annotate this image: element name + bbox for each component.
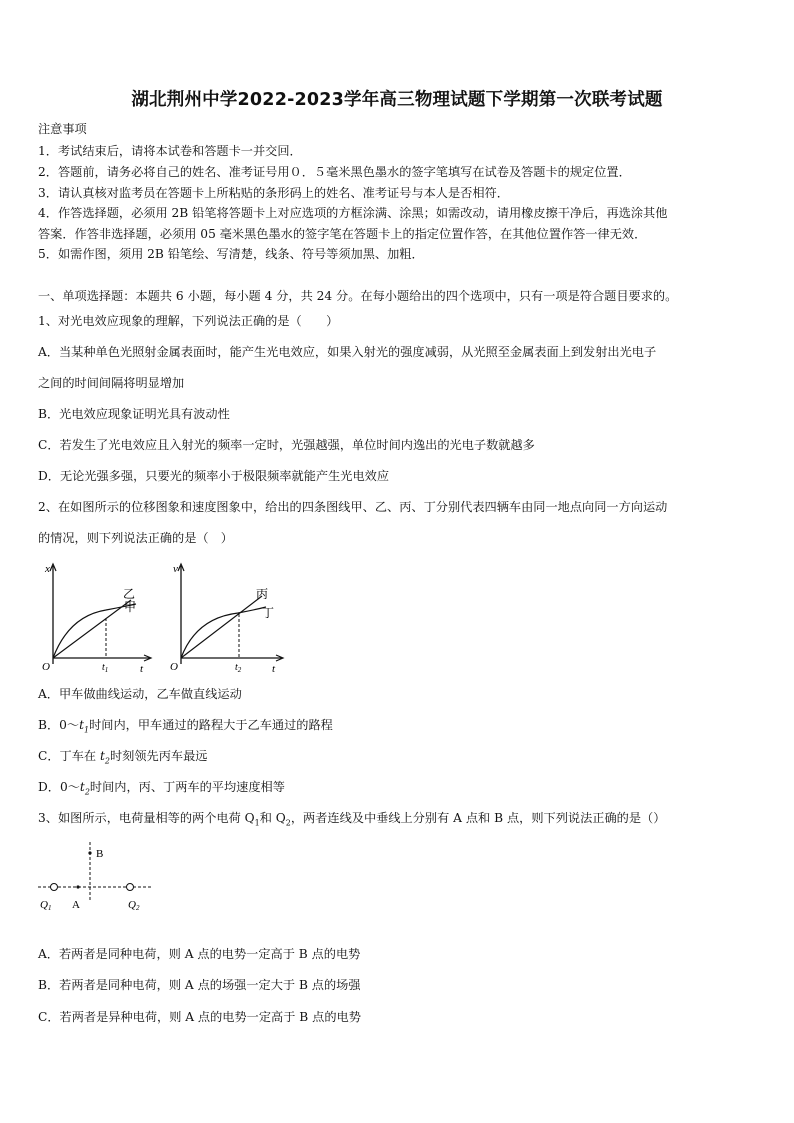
label-q2: Q2 bbox=[128, 899, 140, 912]
q3-stem: 3、如图所示，电荷量相等的两个电荷 $Q_1$和 $Q_2$，两者连线及中垂线上分别有 A 点和 B 点，则下列说法正确的是（） bbox=[38, 811, 666, 828]
q3-charges-figure bbox=[34, 838, 160, 918]
label-ding: 丁 bbox=[262, 606, 275, 620]
notice-item-5: 5．如需作图，须用 2B 铅笔绘、写清楚，线条、符号等须加黑、加粗． bbox=[38, 247, 424, 261]
line-yi bbox=[53, 600, 131, 658]
notice-item-4-cont: 答案．作答非选择题，必须用 05 毫米黑色墨水的签字笔在答题卡上的指定位置作答，在其他位置作答一律无效． bbox=[38, 227, 647, 241]
label-jia: 甲 bbox=[124, 600, 137, 614]
q3-option-a: A．若两者是同种电荷，则 A 点的电势一定高于 B 点的电势 bbox=[38, 947, 361, 961]
x-axis-label: t bbox=[272, 663, 276, 675]
q1-option-a: A．当某种单色光照射金属表面时，能产生光电效应，如果入射光的强度减弱，从光照至金属表面上到发射出光电子 bbox=[38, 345, 657, 359]
q2-stem-cont: 的情况，则下列说法正确的是（ ） bbox=[38, 531, 233, 545]
notice-heading: 注意事项 bbox=[38, 122, 87, 136]
y-axis-label: v bbox=[173, 563, 178, 575]
t1-tick-label: $t_1$ bbox=[102, 662, 109, 674]
notice-item-1: 1．考试结束后，请将本试卷和答题卡一并交回． bbox=[38, 144, 302, 158]
label-q1: Q1 bbox=[40, 899, 52, 912]
section-heading: 一、单项选择题：本题共 6 小题，每小题 4 分，共 24 分。在每小题给出的四个选项中，只有一项是符合题目要求的。 bbox=[38, 289, 678, 303]
label-bing: 丙 bbox=[256, 587, 269, 601]
q1-option-b: B．光电效应现象证明光具有波动性 bbox=[38, 407, 230, 421]
t2-tick-label: $t_2$ bbox=[235, 662, 242, 674]
q2-stem: 2、在如图所示的位移图象和速度图象中，给出的四条图线甲、乙、丙、丁分别代表四辆车由同一地点向同一方向运动 bbox=[38, 500, 668, 514]
point-a bbox=[76, 885, 79, 888]
charge-q2 bbox=[127, 884, 134, 891]
q1-option-c: C．若发生了光电效应且入射光的频率一定时，光强越强，单位时间内逸出的光电子数就越多 bbox=[38, 438, 535, 452]
charge-q1 bbox=[51, 884, 58, 891]
q2-option-a: A．甲车做曲线运动，乙车做直线运动 bbox=[38, 687, 242, 701]
q3-option-c: C．若两者是异种电荷，则 A 点的电势一定高于 B 点的电势 bbox=[38, 1010, 361, 1024]
notice-item-4: 4．作答选择题，必须用 2B 铅笔将答题卡上对应选项的方框涂满、涂黑；如需改动，请用橡皮擦干净后，再选涂其他 bbox=[38, 206, 668, 220]
origin-label: O bbox=[42, 661, 50, 673]
notice-item-3: 3．请认真核对监考员在答题卡上所粘贴的条形码上的姓名、准考证号与本人是否相符． bbox=[38, 186, 509, 200]
notice-item-2: 2．答题前，请务必将自己的姓名、准考证号用０．５毫米黑色墨水的签字笔填写在试卷及答题卡的规定位置． bbox=[38, 165, 631, 179]
q2-displacement-graph bbox=[36, 560, 156, 678]
y-axis-label: x bbox=[45, 563, 50, 575]
q1-option-a-cont: 之间的时间间隔将明显增加 bbox=[38, 376, 185, 390]
page-title: 湖北荆州中学2022-2023学年高三物理试题下学期第一次联考试题 bbox=[131, 90, 663, 110]
point-b bbox=[88, 851, 91, 854]
q3-option-b: B．若两者是同种电荷，则 A 点的场强一定大于 B 点的场强 bbox=[38, 978, 361, 992]
label-a: A bbox=[72, 899, 80, 911]
line-bing bbox=[181, 596, 262, 658]
curve-ding bbox=[181, 607, 266, 658]
q2-velocity-graph bbox=[164, 560, 290, 678]
q1-stem: 1、对光电效应现象的理解，下列说法正确的是（ ） bbox=[38, 314, 339, 328]
origin-label: O bbox=[170, 661, 178, 673]
label-yi: 乙 bbox=[123, 587, 136, 601]
q1-option-d: D．无论光强多强，只要光的频率小于极限频率就能产生光电效应 bbox=[38, 469, 390, 483]
label-b: B bbox=[96, 848, 104, 860]
q2-option-d: D．$0\sim t_2$时间内，丙、丁两车的平均速度相等 bbox=[38, 780, 285, 797]
x-axis-label: t bbox=[140, 663, 144, 675]
q2-option-c: C．丁车在 $t_2$时刻领先丙车最远 bbox=[38, 749, 208, 766]
q2-option-b: B．$0\sim t_1$时间内，甲车通过的路程大于乙车通过的路程 bbox=[38, 718, 333, 735]
